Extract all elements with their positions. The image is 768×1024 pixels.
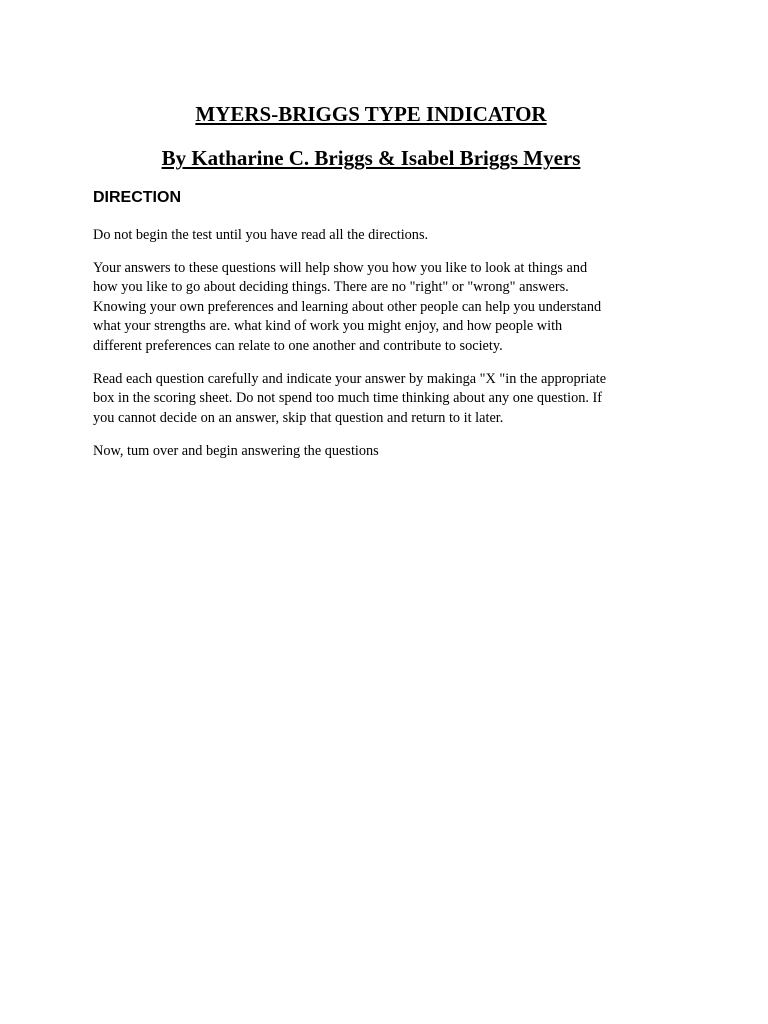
paragraph-line: you cannot decide on an answer, skip that question and return to it later. (93, 409, 504, 426)
paragraph-line: Knowing your own preferences and learning about other people can help you understand (93, 298, 602, 315)
section-heading-direction: DIRECTION (93, 189, 181, 206)
paragraph-line: how you like to go about deciding things. There are no "right" or "wrong" answers. (93, 279, 569, 296)
paragraph-line: different preferences can relate to one another and contribute to society. (93, 337, 503, 354)
paragraph-line: Read each question carefully and indicate your answer by makinga "X "in the appropriate (93, 371, 607, 387)
document-title: MYERS-BRIGGS TYPE INDICATOR (195, 102, 547, 126)
paragraph-closing (93, 442, 673, 461)
paragraph-purpose (93, 259, 673, 356)
paragraph-line: Your answers to these questions will help show you how you like to look at things and (93, 260, 588, 276)
paragraph-line: what your strengths are. what kind of work you might enjoy, and how people with (93, 318, 563, 335)
paragraph-line: Do not begin the test until you have read all the directions. (93, 227, 429, 243)
paragraph-instructions (93, 370, 673, 428)
document-subtitle: By Katharine C. Briggs & Isabel Briggs Myers (161, 146, 581, 170)
paragraph-line: box in the scoring sheet. Do not spend too much time thinking about any one question. If (93, 390, 603, 407)
paragraph-line: Now, tum over and begin answering the questions (93, 443, 379, 459)
paragraph-intro (93, 226, 673, 245)
